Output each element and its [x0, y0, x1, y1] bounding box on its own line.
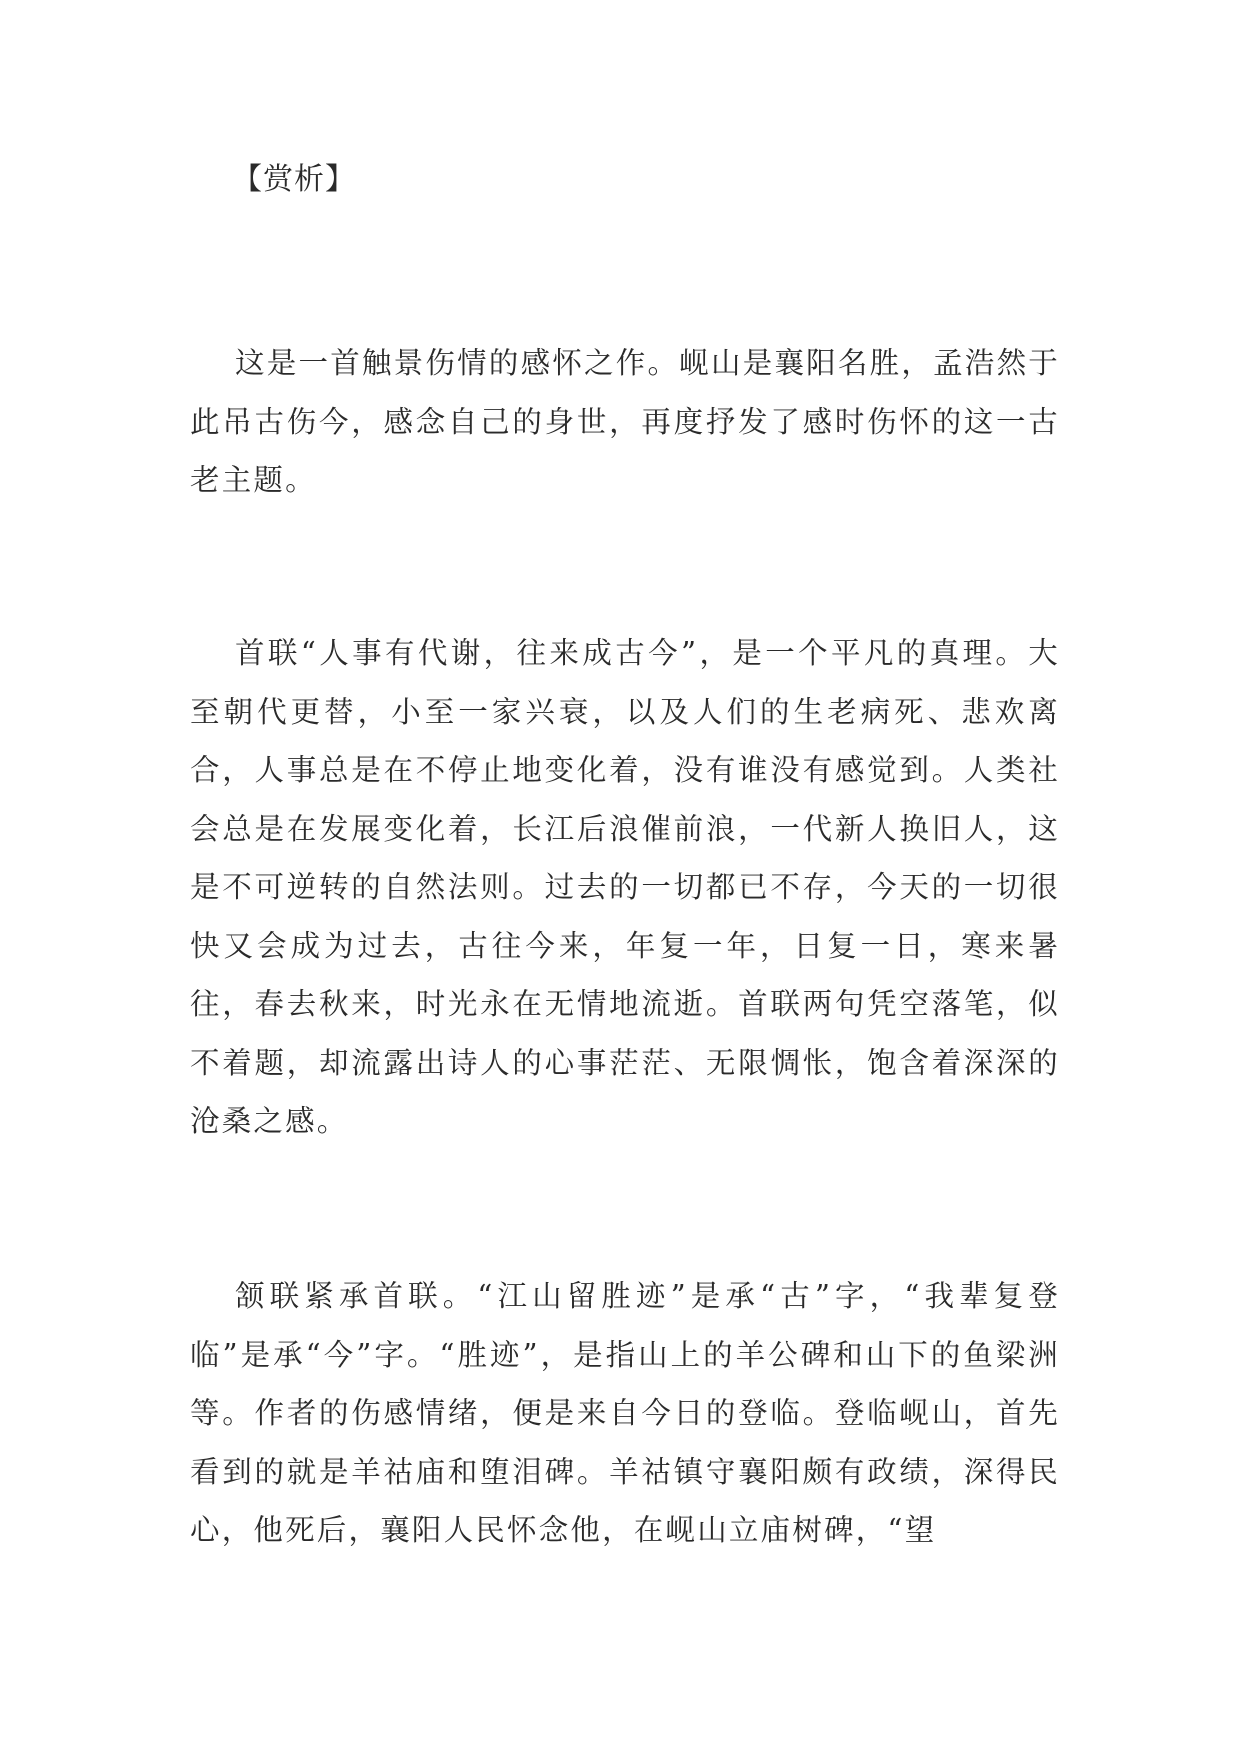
section-heading: 【赏析】	[232, 162, 356, 197]
paragraph-second-couplet: 颔联紧承首联。“江山留胜迹”是承“古”字，“我辈复登临”是承“今”字。“胜迹”，是指山上的羊公碑和山下的鱼梁洲等。作者的伤感情绪，便是来自今日的登临。登临岘山，首先看到的就是羊祜庙和堕泪碑。羊祜镇守襄阳颇有政绩，深得民心，他死后，襄阳人民怀念他，在岘山立庙树碑，“望	[190, 1279, 1060, 1547]
paragraph-intro: 这是一首触景伤情的感怀之作。岘山是襄阳名胜，孟浩然于此吊古伤今，感念自己的身世，再度抒发了感时伤怀的这一古老主题。	[190, 346, 1060, 497]
paragraph-first-couplet: 首联“人事有代谢，往来成古今”，是一个平凡的真理。大至朝代更替，小至一家兴衰，以及人们的生老病死、悲欢离合，人事总是在不停止地变化着，没有谁没有感觉到。人类社会总是在发展变化着，长江后浪催前浪，一代新人换旧人，这是不可逆转的自然法则。过去的一切都已不存，今天的一切很快又会成为过去，古往今来，年复一年，日复一日，寒来暑往，春去秋来，时光永在无情地流逝。首联两句凭空落笔，似不着题，却流露出诗人的心事茫茫、无限惆怅，饱含着深深的沧桑之感。	[190, 636, 1060, 1138]
